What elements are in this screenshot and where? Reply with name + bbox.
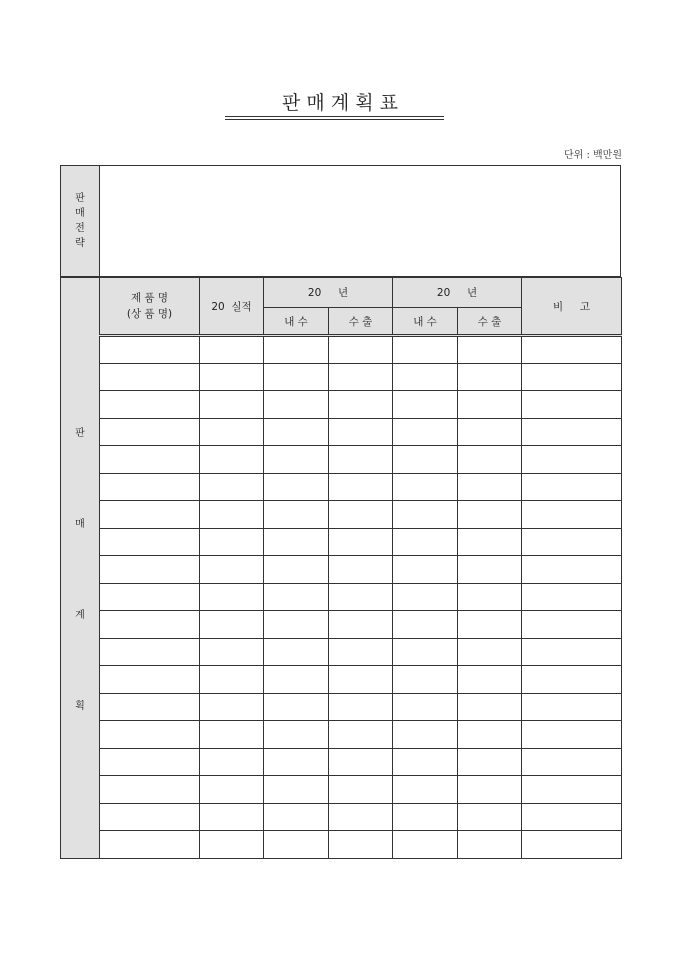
table-row bbox=[61, 556, 622, 584]
table-cell[interactable] bbox=[458, 473, 522, 501]
year1-header: 20 년 bbox=[264, 278, 393, 308]
table-cell[interactable] bbox=[393, 583, 458, 611]
table-cell[interactable] bbox=[329, 721, 393, 749]
table-cell[interactable] bbox=[522, 391, 622, 419]
table-cell[interactable] bbox=[329, 336, 393, 364]
table-cell[interactable] bbox=[458, 803, 522, 831]
table-cell[interactable] bbox=[100, 336, 200, 364]
table-cell[interactable] bbox=[458, 501, 522, 529]
table-cell[interactable] bbox=[393, 721, 458, 749]
table-cell[interactable] bbox=[100, 446, 200, 474]
table-cell[interactable] bbox=[200, 556, 264, 584]
year2-domestic-header: 내 수 bbox=[393, 308, 458, 336]
table-cell[interactable] bbox=[522, 446, 622, 474]
table-cell[interactable] bbox=[393, 528, 458, 556]
table-cell[interactable] bbox=[329, 556, 393, 584]
table-cell[interactable] bbox=[522, 776, 622, 804]
table-cell[interactable] bbox=[393, 693, 458, 721]
remarks-header: 비 고 bbox=[522, 278, 622, 336]
table-cell[interactable] bbox=[264, 391, 329, 419]
year2-header: 20 년 bbox=[393, 278, 522, 308]
label-char: 판 bbox=[75, 427, 85, 439]
table-cell[interactable] bbox=[264, 721, 329, 749]
table-row bbox=[61, 446, 622, 474]
sales-strategy-input-area[interactable] bbox=[100, 166, 620, 276]
label-char: 획 bbox=[75, 700, 85, 712]
table-cell[interactable] bbox=[200, 721, 264, 749]
product-name-header bbox=[100, 278, 200, 336]
table-cell[interactable] bbox=[264, 528, 329, 556]
table-cell[interactable] bbox=[329, 803, 393, 831]
table-cell[interactable] bbox=[458, 336, 522, 364]
label-char: 략 bbox=[75, 238, 85, 249]
table-cell[interactable] bbox=[200, 638, 264, 666]
year1-export-header: 수 출 bbox=[329, 308, 393, 336]
table-cell[interactable] bbox=[329, 693, 393, 721]
table-row bbox=[61, 583, 622, 611]
table-cell[interactable] bbox=[200, 748, 264, 776]
product-name-label: 제 품 명 bbox=[130, 292, 169, 304]
table-cell[interactable] bbox=[522, 638, 622, 666]
table-cell[interactable] bbox=[458, 528, 522, 556]
table-row bbox=[61, 776, 622, 804]
table-cell[interactable] bbox=[393, 803, 458, 831]
table-cell[interactable] bbox=[200, 693, 264, 721]
table-row bbox=[61, 336, 622, 364]
table-cell[interactable] bbox=[200, 363, 264, 391]
table-row bbox=[61, 363, 622, 391]
table-cell[interactable] bbox=[522, 693, 622, 721]
table-cell[interactable] bbox=[458, 831, 522, 859]
table-cell[interactable] bbox=[458, 666, 522, 694]
table-cell[interactable] bbox=[264, 831, 329, 859]
table-cell[interactable] bbox=[329, 638, 393, 666]
table-cell[interactable] bbox=[100, 721, 200, 749]
table-row bbox=[61, 803, 622, 831]
table-row bbox=[61, 418, 622, 446]
sales-plan-table bbox=[60, 277, 622, 859]
table-cell[interactable] bbox=[393, 748, 458, 776]
table-cell[interactable] bbox=[329, 418, 393, 446]
table-row bbox=[61, 611, 622, 639]
table-cell[interactable] bbox=[100, 776, 200, 804]
table-cell[interactable] bbox=[264, 803, 329, 831]
table-cell[interactable] bbox=[200, 391, 264, 419]
table-cell[interactable] bbox=[458, 583, 522, 611]
table-cell[interactable] bbox=[200, 776, 264, 804]
table-cell[interactable] bbox=[264, 611, 329, 639]
table-cell[interactable] bbox=[329, 528, 393, 556]
table-row bbox=[61, 501, 622, 529]
table-cell[interactable] bbox=[458, 693, 522, 721]
table-cell[interactable] bbox=[522, 803, 622, 831]
table-cell[interactable] bbox=[393, 638, 458, 666]
table-cell[interactable] bbox=[522, 748, 622, 776]
title-underline bbox=[225, 116, 444, 120]
table-cell[interactable] bbox=[100, 638, 200, 666]
table-cell[interactable] bbox=[393, 391, 458, 419]
table-row bbox=[61, 748, 622, 776]
table-cell[interactable] bbox=[100, 583, 200, 611]
table-cell[interactable] bbox=[522, 418, 622, 446]
label-char: 전 bbox=[75, 223, 85, 234]
table-cell[interactable] bbox=[100, 391, 200, 419]
table-cell[interactable] bbox=[200, 336, 264, 364]
table-cell[interactable] bbox=[522, 666, 622, 694]
table-cell[interactable] bbox=[329, 446, 393, 474]
year1-domestic-header: 내 수 bbox=[264, 308, 329, 336]
table-cell[interactable] bbox=[264, 666, 329, 694]
table-cell[interactable] bbox=[329, 748, 393, 776]
table-cell[interactable] bbox=[458, 776, 522, 804]
table-row bbox=[61, 528, 622, 556]
table-cell[interactable] bbox=[393, 831, 458, 859]
table-cell[interactable] bbox=[264, 473, 329, 501]
table-cell[interactable] bbox=[100, 363, 200, 391]
table-cell[interactable] bbox=[393, 418, 458, 446]
table-cell[interactable] bbox=[393, 776, 458, 804]
table-cell[interactable] bbox=[200, 446, 264, 474]
table-cell[interactable] bbox=[264, 693, 329, 721]
table-cell[interactable] bbox=[522, 473, 622, 501]
sales-plan-label bbox=[61, 278, 100, 859]
table-cell[interactable] bbox=[393, 666, 458, 694]
table-cell[interactable] bbox=[264, 446, 329, 474]
table-cell[interactable] bbox=[329, 611, 393, 639]
table-row bbox=[61, 666, 622, 694]
unit-label: 단위 : 백만원 bbox=[563, 150, 622, 161]
table-cell[interactable] bbox=[329, 583, 393, 611]
table-cell[interactable] bbox=[522, 501, 622, 529]
table-cell[interactable] bbox=[264, 336, 329, 364]
sales-strategy-label bbox=[61, 166, 100, 276]
table-cell[interactable] bbox=[264, 776, 329, 804]
table-cell[interactable] bbox=[200, 611, 264, 639]
table-cell[interactable] bbox=[458, 721, 522, 749]
table-cell[interactable] bbox=[200, 418, 264, 446]
table-row bbox=[61, 391, 622, 419]
table-cell[interactable] bbox=[522, 556, 622, 584]
table-cell[interactable] bbox=[100, 693, 200, 721]
table-row bbox=[61, 693, 622, 721]
table-cell[interactable] bbox=[329, 666, 393, 694]
table-cell[interactable] bbox=[264, 363, 329, 391]
table-cell[interactable] bbox=[522, 831, 622, 859]
table-cell[interactable] bbox=[200, 583, 264, 611]
table-cell[interactable] bbox=[200, 666, 264, 694]
table-row bbox=[61, 721, 622, 749]
table-cell[interactable] bbox=[100, 473, 200, 501]
actual-header: 20 실적 bbox=[200, 278, 264, 336]
table-cell[interactable] bbox=[458, 638, 522, 666]
table-cell[interactable] bbox=[329, 831, 393, 859]
table-cell[interactable] bbox=[393, 363, 458, 391]
table-cell[interactable] bbox=[329, 776, 393, 804]
table-cell[interactable] bbox=[200, 831, 264, 859]
table-cell[interactable] bbox=[458, 748, 522, 776]
table-cell[interactable] bbox=[458, 391, 522, 419]
label-char: 매 bbox=[75, 208, 85, 219]
table-cell[interactable] bbox=[458, 363, 522, 391]
table-cell[interactable] bbox=[393, 501, 458, 529]
table-cell[interactable] bbox=[329, 363, 393, 391]
table-cell[interactable] bbox=[522, 721, 622, 749]
table-cell[interactable] bbox=[393, 556, 458, 584]
table-cell[interactable] bbox=[264, 583, 329, 611]
label-char: 계 bbox=[75, 609, 85, 621]
table-cell[interactable] bbox=[100, 501, 200, 529]
table-cell[interactable] bbox=[458, 611, 522, 639]
table-cell[interactable] bbox=[393, 336, 458, 364]
table-cell[interactable] bbox=[329, 501, 393, 529]
table-cell[interactable] bbox=[522, 363, 622, 391]
table-cell[interactable] bbox=[100, 831, 200, 859]
table-cell[interactable] bbox=[458, 418, 522, 446]
table-cell[interactable] bbox=[100, 666, 200, 694]
label-char: 판 bbox=[75, 193, 85, 204]
table-cell[interactable] bbox=[393, 446, 458, 474]
sales-strategy-box bbox=[60, 165, 621, 277]
table-row bbox=[61, 831, 622, 859]
table-cell[interactable] bbox=[264, 501, 329, 529]
table-cell[interactable] bbox=[458, 556, 522, 584]
table-cell[interactable] bbox=[100, 556, 200, 584]
table-cell[interactable] bbox=[100, 528, 200, 556]
product-name-sub-label: (상 품 명) bbox=[126, 308, 173, 320]
table-cell[interactable] bbox=[264, 638, 329, 666]
table-cell[interactable] bbox=[393, 611, 458, 639]
table-cell[interactable] bbox=[100, 748, 200, 776]
table-cell[interactable] bbox=[329, 473, 393, 501]
year2-export-header: 수 출 bbox=[458, 308, 522, 336]
table-cell[interactable] bbox=[100, 418, 200, 446]
table-cell[interactable] bbox=[200, 473, 264, 501]
label-char: 매 bbox=[75, 518, 85, 530]
table-cell[interactable] bbox=[393, 473, 458, 501]
table-row bbox=[61, 473, 622, 501]
table-cell[interactable] bbox=[264, 556, 329, 584]
document-title: 판 매 계 획 표 bbox=[282, 92, 398, 114]
table-cell[interactable] bbox=[100, 803, 200, 831]
table-cell[interactable] bbox=[458, 446, 522, 474]
table-row bbox=[61, 638, 622, 666]
table-cell[interactable] bbox=[522, 528, 622, 556]
table-cell[interactable] bbox=[522, 583, 622, 611]
table-cell[interactable] bbox=[522, 611, 622, 639]
table-cell[interactable] bbox=[264, 418, 329, 446]
table-cell[interactable] bbox=[200, 528, 264, 556]
table-cell[interactable] bbox=[264, 748, 329, 776]
table-cell[interactable] bbox=[522, 336, 622, 364]
table-cell[interactable] bbox=[200, 501, 264, 529]
table-cell[interactable] bbox=[100, 611, 200, 639]
table-cell[interactable] bbox=[200, 803, 264, 831]
table-cell[interactable] bbox=[329, 391, 393, 419]
